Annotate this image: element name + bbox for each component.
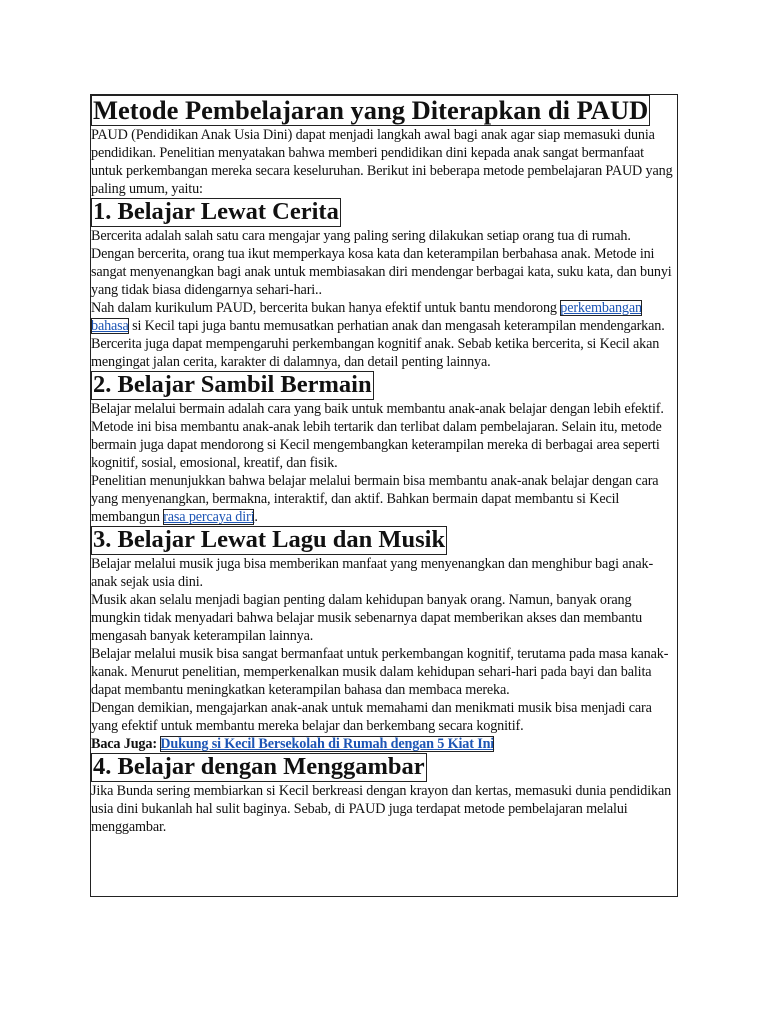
document-page	[90, 94, 678, 897]
paragraph: Jika Bunda sering membiarkan si Kecil berkreasi dengan krayon dan kertas, memasuki dunia pendidikan usia dini bukanlah hal sulit baginya. Sebab, di PAUD juga terdapat metode pembelajaran melalui menggambar.	[91, 782, 672, 835]
paragraph: Belajar melalui musik juga bisa memberikan manfaat yang menyenangkan dan menghibur bagi anak-anak sejak usia dini.	[91, 555, 654, 590]
section-heading: 2. Belajar Sambil Bermain	[93, 371, 372, 399]
section-cerita	[91, 198, 677, 371]
perkembangan-bahasa-link[interactable]: perkembangan bahasa	[91, 300, 642, 335]
section-bermain	[91, 371, 677, 526]
paragraph: Metode ini bisa membantu anak-anak lebih tertarik dan terlibat dalam pembelajaran. Selain itu, metode bermain juga dapat mendorong si Kecil mengembangkan keterampilan mereka di berbagai area seperti kognitif, sosial, emosional, kreatif, dan fisik.	[91, 419, 662, 472]
page-title: Metode Pembelajaran yang Diterapkan di PAUD	[93, 95, 649, 125]
paragraph: Musik akan selalu menjadi bagian penting dalam kehidupan banyak orang. Namun, banyak orang mungkin tidak menyadari bahwa belajar musik sebenarnya dapat memberikan akses dan membantu mengasah banyak keterampilan lainnya.	[91, 591, 643, 644]
section-heading: 4. Belajar dengan Menggambar	[93, 752, 425, 780]
paragraph	[91, 299, 677, 335]
rasa-percaya-diri-link[interactable]: rasa percaya diri	[163, 509, 255, 526]
baca-juga-link[interactable]: Dukung si Kecil Bersekolah di Rumah dengan 5 Kiat Ini	[160, 735, 495, 752]
paragraph-text: .	[254, 509, 258, 526]
section-musik	[91, 526, 677, 753]
intro-paragraph: PAUD (Pendidikan Anak Usia Dini) dapat menjadi langkah awal bagi anak agar siap memasuki dunia pendidikan. Penelitian menyatakan bahwa memberi pendidikan dini kepada anak sangat bermanfaat untuk perkembangan mereka secara keseluruhan. Berikut ini beberapa metode pembelajaran PAUD yang paling umum, yaitu:	[91, 127, 673, 198]
paragraph-text: Nah dalam kurikulum PAUD, bercerita bukan hanya efektif untuk bantu mendorong	[91, 300, 561, 317]
baca-juga	[91, 735, 677, 753]
paragraph: Dengan demikian, mengajarkan anak-anak untuk memahami dan menikmati musik bisa menjadi cara yang efektif untuk membantu mereka belajar dan berkembang secara kognitif.	[91, 699, 652, 734]
paragraph: Belajar melalui bermain adalah cara yang baik untuk membantu anak-anak belajar dengan lebih efektif.	[91, 401, 664, 418]
paragraph: Bercerita adalah salah satu cara mengajar yang paling sering dilakukan setiap orang tua di rumah.	[91, 228, 631, 245]
paragraph-text: si Kecil tapi juga bantu memusatkan perhatian anak dan mengasah keterampilan mendengarkan.	[128, 318, 665, 335]
paragraph: Dengan bercerita, orang tua ikut memperkaya kosa kata dan keterampilan berbahasa anak. Metode ini sangat menyenangkan bagi anak untuk membiasakan diri mendengar berbagai kata, suku kata, dan bunyi yang tidak biasa didengarnya sehari-hari..	[91, 246, 672, 299]
baca-juga-label: Baca Juga:	[91, 735, 161, 752]
paragraph: Bercerita juga dapat mempengaruhi perkembangan kognitif anak. Sebab ketika bercerita, si Kecil akan mengingat jalan cerita, karakter di dalamnya, dan detail penting lainnya.	[91, 336, 660, 371]
section-heading: 3. Belajar Lewat Lagu dan Musik	[93, 526, 446, 554]
paragraph: Belajar melalui musik bisa sangat bermanfaat untuk perkembangan kognitif, terutama pada masa kanak-kanak. Menurut penelitian, memperkenalkan musik dalam kehidupan sehari-hari pada bayi dan balita dapat membantu meningkatkan keterampilan bahasa dan membaca mereka.	[91, 645, 669, 698]
section-heading: 1. Belajar Lewat Cerita	[93, 198, 339, 226]
paragraph-text: Penelitian menunjukkan bahwa belajar melalui bermain bisa membantu anak-anak belajar dengan cara yang menyenangkan, bermakna, interaktif, dan aktif. Bahkan bermain dapat membantu si Kecil membangun	[91, 473, 659, 526]
section-menggambar	[91, 753, 677, 836]
paragraph	[91, 472, 677, 526]
